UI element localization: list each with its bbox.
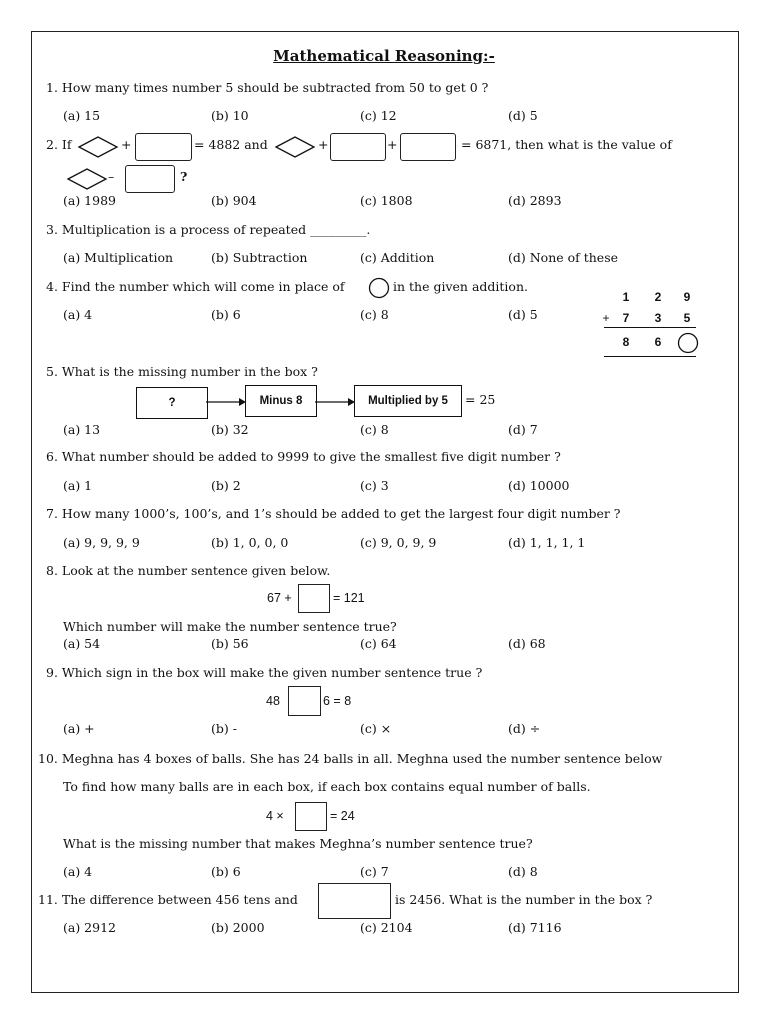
option-a: (a) 1	[63, 478, 93, 493]
question-6	[46, 449, 561, 465]
question-number: 3.	[46, 222, 58, 237]
option-d: (d) 7116	[508, 920, 562, 935]
digit: 5	[683, 311, 691, 325]
sentence-right: = 121	[333, 591, 365, 605]
question-text-followup: Which number will make the number sentence true?	[63, 619, 397, 634]
answer-box	[330, 133, 386, 161]
option-a: (a) +	[63, 721, 95, 736]
option-d: (d) None of these	[508, 250, 619, 265]
option-a: (a) 13	[63, 422, 101, 437]
option-a: (a) 4	[63, 864, 93, 879]
circle-shape	[368, 277, 390, 299]
question-text-continued: in the given addition.	[393, 279, 528, 294]
digit: 6	[654, 335, 662, 349]
option-b: (b) 56	[211, 636, 249, 651]
option-a: (a) 15	[63, 108, 101, 123]
plus-sign: +	[318, 137, 329, 152]
question-text: The difference between 456 tens and	[61, 892, 298, 907]
option-a: (a) 54	[63, 636, 101, 651]
option-c: (c) Addition	[360, 250, 435, 265]
question-2	[46, 137, 72, 153]
option-c: (c) 3	[360, 478, 389, 493]
option-d: (d) 1, 1, 1, 1	[508, 535, 586, 550]
option-a: (a) 4	[63, 307, 93, 322]
answer-box	[298, 584, 330, 613]
option-b: (b) 10	[211, 108, 249, 123]
question-number: 6.	[46, 449, 58, 464]
sum-line	[604, 327, 696, 328]
option-b: (b) 1, 0, 0, 0	[211, 535, 289, 550]
option-d: (d) 2893	[508, 193, 562, 208]
page-title: Mathematical Reasoning:-	[273, 47, 495, 65]
question-9	[46, 665, 482, 681]
option-b: (b) 904	[211, 193, 257, 208]
answer-box	[288, 686, 321, 716]
sentence-right: 6 = 8	[323, 694, 352, 708]
option-c: (c) 2104	[360, 920, 413, 935]
question-text: Which sign in the box will make the given number sentence true ?	[61, 665, 483, 680]
question-number: 9.	[46, 665, 58, 680]
option-b: (b) 32	[211, 422, 249, 437]
question-text: Meghna has 4 boxes of balls. She has 24 balls in all. Meghna used the number sentence below	[61, 751, 663, 766]
arrow-icon	[206, 396, 246, 408]
option-b: (b) 2000	[211, 920, 265, 935]
option-c: (c) ×	[360, 721, 392, 736]
sum-line	[604, 356, 696, 357]
option-a: (a) 2912	[63, 920, 116, 935]
circle-shape	[677, 332, 699, 354]
answer-box	[295, 802, 327, 831]
sentence-left: 67 +	[267, 591, 292, 605]
diamond-shape	[78, 136, 118, 158]
option-a: (a) Multiplication	[63, 250, 174, 265]
option-c: (c) 64	[360, 636, 397, 651]
option-b: (b) -	[211, 721, 237, 736]
question-number: 4.	[46, 279, 58, 294]
question-mark: ?	[180, 169, 188, 184]
question-number: 2.	[46, 137, 58, 152]
flow-step-multiply-box: Multiplied by 5	[354, 385, 462, 417]
question-10	[38, 751, 662, 767]
question-1	[46, 80, 488, 96]
option-b: (b) Subtraction	[211, 250, 308, 265]
question-text: If	[61, 137, 72, 152]
question-number: 10.	[38, 751, 58, 766]
answer-box	[400, 133, 456, 161]
sentence-left: 48	[266, 694, 280, 708]
option-d: (d) 5	[508, 108, 538, 123]
option-b: (b) 6	[211, 864, 241, 879]
digit: 7	[622, 311, 630, 325]
question-text: Look at the number sentence given below.	[61, 563, 331, 578]
option-b: (b) 2	[211, 478, 241, 493]
option-a: (a) 1989	[63, 193, 116, 208]
digit: 1	[622, 290, 630, 304]
option-d: (d) 10000	[508, 478, 570, 493]
question-8	[46, 563, 330, 579]
question-4	[46, 279, 345, 295]
question-text-line2: To find how many balls are in each box, if each box contains equal number of balls.	[63, 779, 591, 794]
digit: 8	[622, 335, 630, 349]
question-text: What is the missing number in the box ?	[61, 364, 318, 379]
question-text: Multiplication is a process of repeated _________.	[61, 222, 371, 237]
question-number: 11.	[38, 892, 58, 907]
sentence-left: 4 ×	[266, 809, 284, 823]
digit: 2	[654, 290, 662, 304]
question-number: 7.	[46, 506, 58, 521]
answer-box	[135, 133, 192, 161]
answer-box	[318, 883, 391, 919]
diamond-shape	[275, 136, 315, 158]
answer-box	[125, 165, 175, 193]
equation-1: = 4882 and	[194, 137, 268, 152]
question-text-followup: What is the missing number that makes Meghna’s number sentence true?	[63, 836, 533, 851]
option-a: (a) 9, 9, 9, 9	[63, 535, 140, 550]
question-7	[46, 506, 621, 522]
flow-start-box: ?	[136, 387, 208, 419]
plus-sign: +	[602, 311, 610, 325]
diamond-shape	[67, 168, 107, 190]
question-number: 8.	[46, 563, 58, 578]
equation-2: = 6871, then what is the value of	[461, 137, 672, 152]
question-3	[46, 222, 370, 238]
option-d: (d) ÷	[508, 721, 541, 736]
question-number: 5.	[46, 364, 58, 379]
option-c: (c) 1808	[360, 193, 413, 208]
option-c: (c) 8	[360, 422, 389, 437]
flow-result: = 25	[465, 392, 496, 407]
option-d: (d) 7	[508, 422, 538, 437]
plus-sign: +	[121, 137, 132, 152]
arrow-icon	[315, 396, 355, 408]
question-text: How many times number 5 should be subtracted from 50 to get 0 ?	[61, 80, 489, 95]
digit: 9	[683, 290, 691, 304]
option-c: (c) 9, 0, 9, 9	[360, 535, 437, 550]
option-d: (d) 8	[508, 864, 538, 879]
plus-sign: +	[387, 137, 398, 152]
minus-sign: –	[108, 169, 115, 184]
question-number: 1.	[46, 80, 58, 95]
question-11	[38, 892, 298, 908]
digit: 3	[654, 311, 662, 325]
option-d: (d) 68	[508, 636, 546, 651]
option-c: (c) 7	[360, 864, 389, 879]
flow-step-minus-box: Minus 8	[245, 385, 317, 417]
option-d: (d) 5	[508, 307, 538, 322]
option-c: (c) 8	[360, 307, 389, 322]
question-text: What number should be added to 9999 to give the smallest five digit number ?	[61, 449, 561, 464]
option-b: (b) 6	[211, 307, 241, 322]
question-text: How many 1000’s, 100’s, and 1’s should be added to get the largest four digit number ?	[61, 506, 621, 521]
question-text: Find the number which will come in place of	[61, 279, 345, 294]
sentence-right: = 24	[330, 809, 355, 823]
question-5	[46, 364, 318, 380]
question-text-continued: is 2456. What is the number in the box ?	[395, 892, 653, 907]
option-c: (c) 12	[360, 108, 397, 123]
